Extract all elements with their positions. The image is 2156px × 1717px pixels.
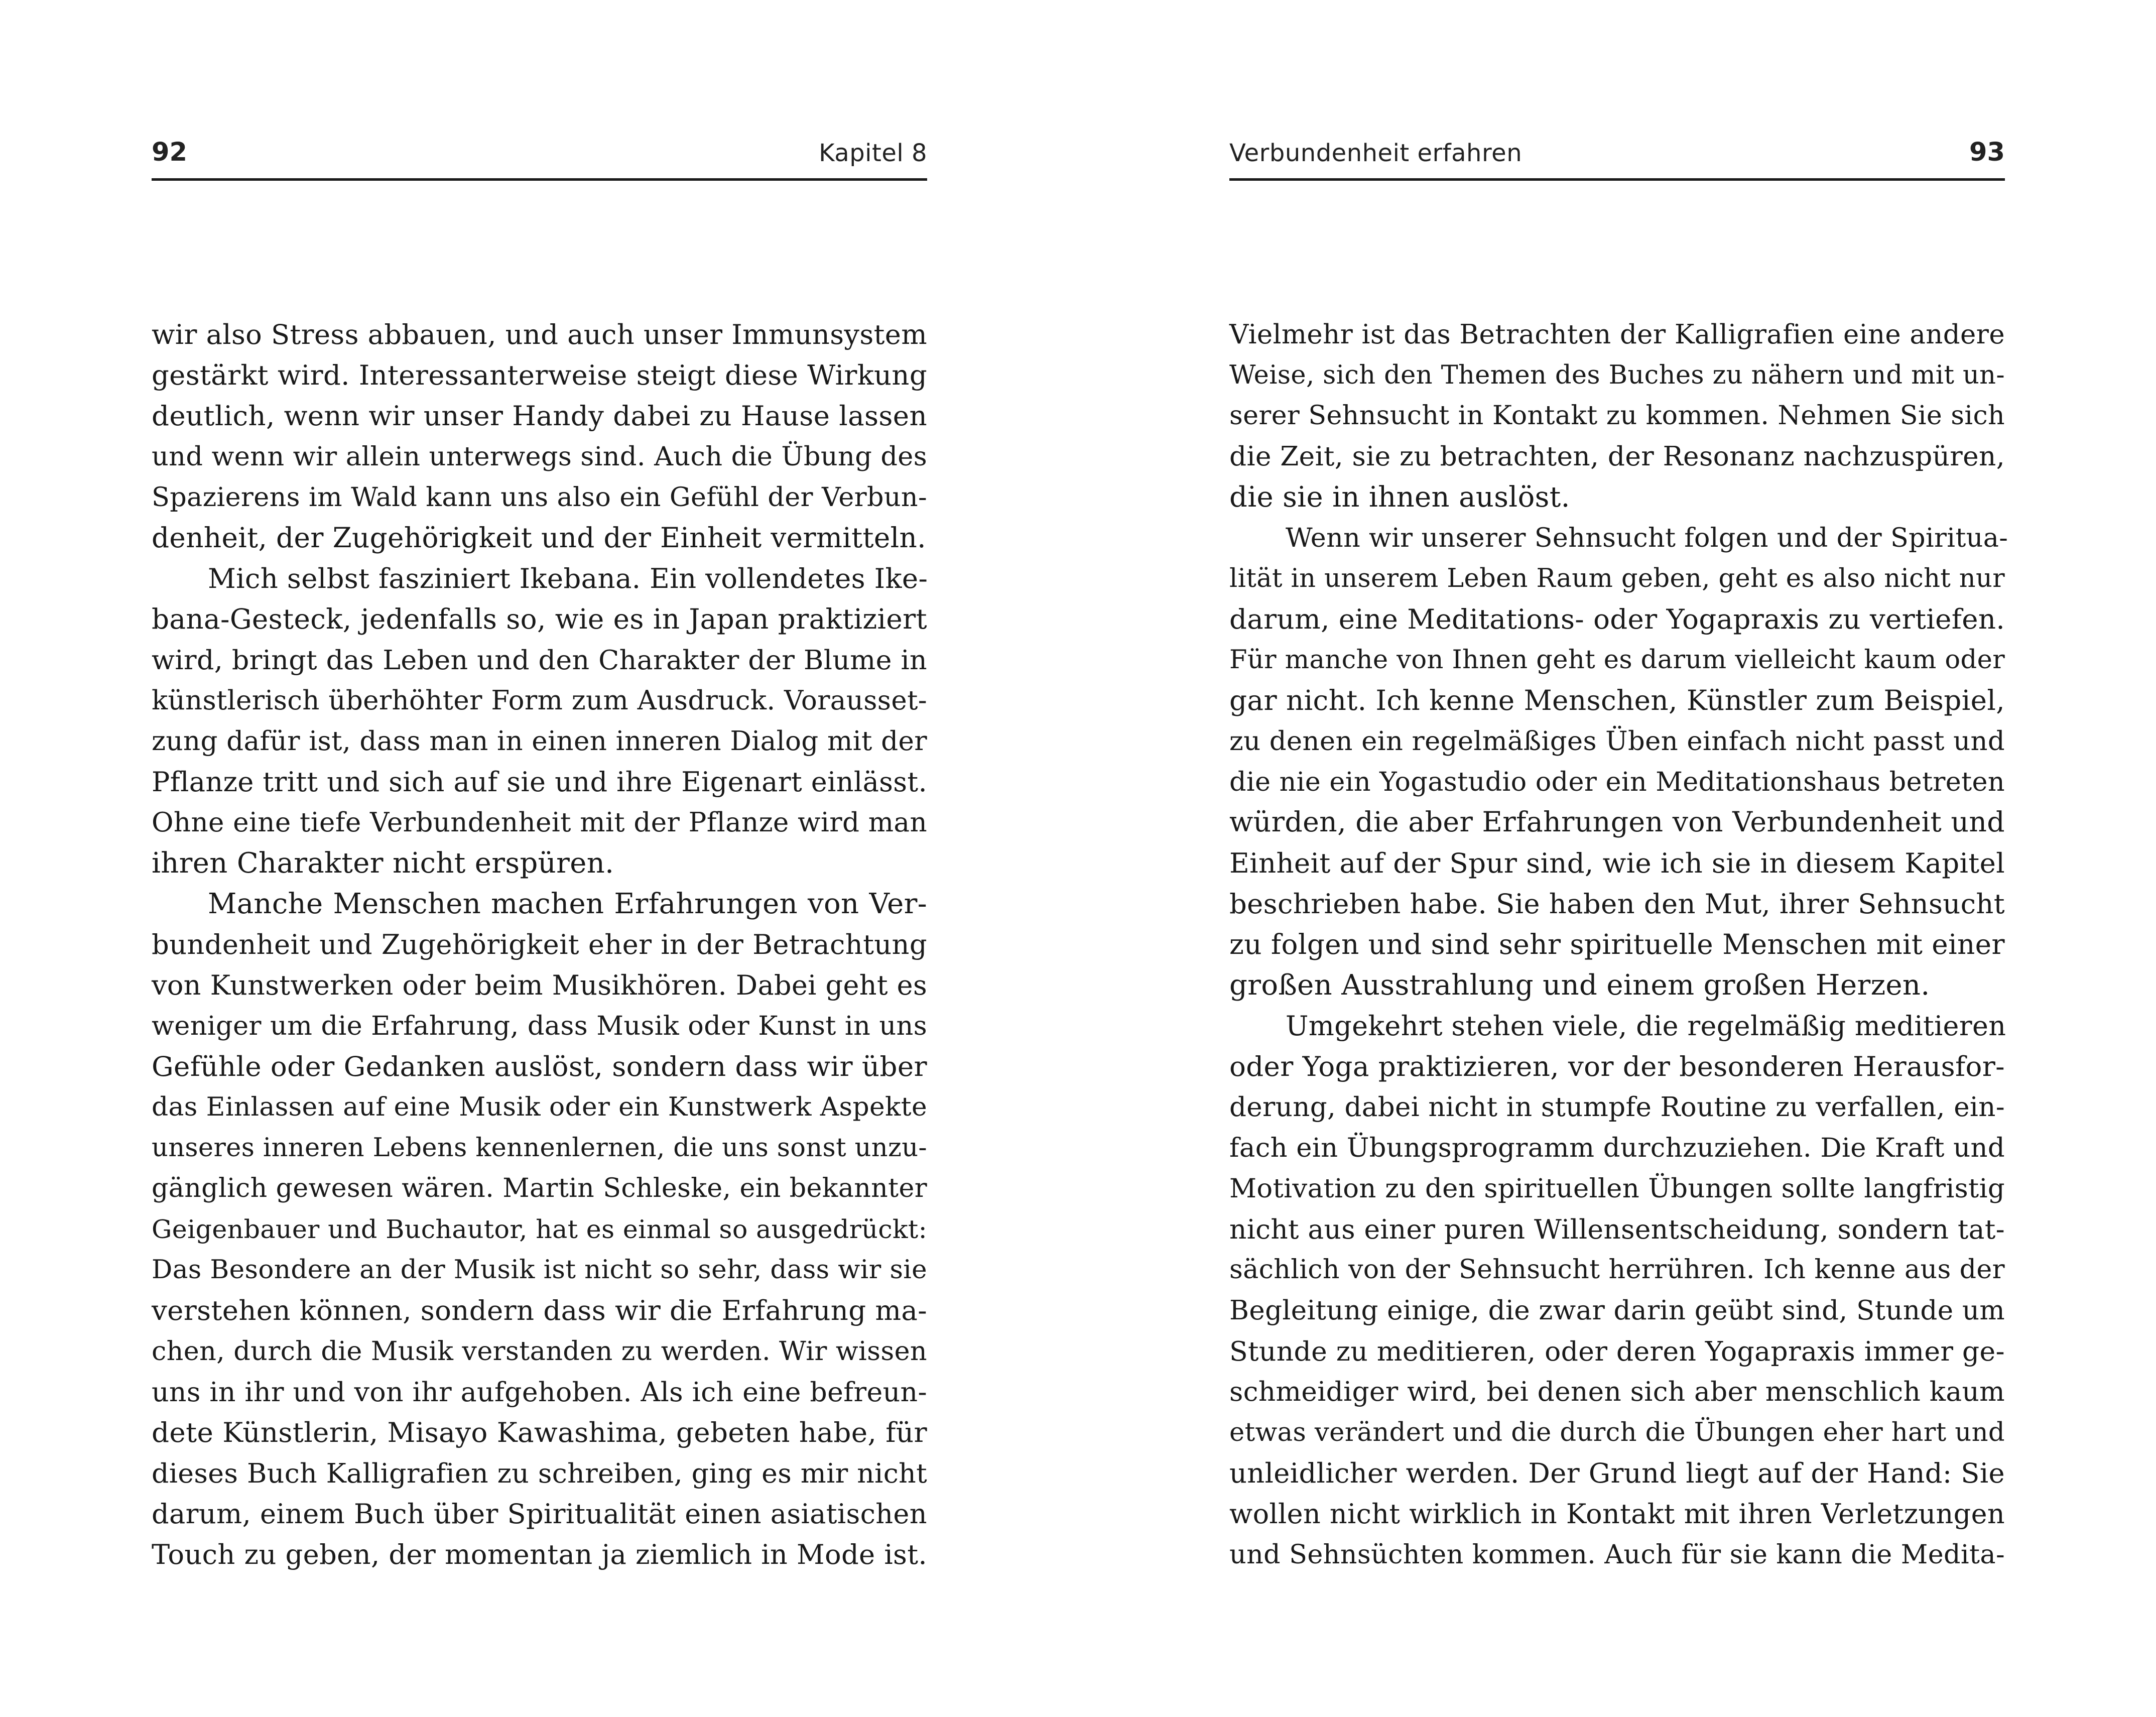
text-line: Wenn wir unserer Sehnsucht folgen und der Spiritua- (1286, 523, 2008, 553)
text-line: Einheit auf der Spur sind, wie ich sie in diesem Kapitel (1229, 847, 2005, 879)
text-line: schmeidiger wird, bei denen sich aber menschlich kaum (1229, 1376, 2005, 1407)
text-line: Begleitung einige, die zwar darin geübt sind, Stunde um (1229, 1295, 2005, 1326)
text-line: weniger um die Erfahrung, dass Musik oder Kunst in uns (152, 1011, 927, 1041)
text-line: beschrieben habe. Sie haben den Mut, ihrer Sehnsucht (1229, 888, 2005, 920)
text-line: nicht aus einer puren Willensentscheidung, sondern tat- (1229, 1213, 2005, 1245)
text-line: die Zeit, sie zu betrachten, der Resonanz nachzuspüren, (1229, 441, 2005, 472)
text-line: bana-Gesteck, jedenfalls so, wie es in Japan praktiziert (152, 603, 927, 635)
left-running-title: Kapitel 8 (819, 139, 927, 167)
text-line: sächlich von der Sehnsucht herrühren. Ich kenne aus der (1229, 1255, 2005, 1285)
text-line: Vielmehr ist das Betrachten der Kalligrafien eine andere (1229, 319, 2005, 350)
text-line: chen, durch die Musik verstanden zu werden. Wir wissen (152, 1336, 927, 1367)
text-line: derung, dabei nicht in stumpfe Routine zu verfallen, ein- (1229, 1091, 2005, 1123)
text-line: zung dafür ist, dass man in einen inneren Dialog mit der (152, 725, 927, 757)
text-line: bundenheit und Zugehörigkeit eher in der Betrachtung (152, 929, 927, 960)
text-line: zu denen ein regelmäßiges Üben einfach nicht passt und (1229, 726, 2005, 757)
text-line: denheit, der Zugehörigkeit und der Einheit vermitteln. (152, 522, 926, 554)
text-line: Weise, sich den Themen des Buches zu nähern und mit un- (1229, 360, 2005, 390)
text-line: würden, die aber Erfahrungen von Verbundenheit und (1229, 806, 2005, 838)
text-line: Geigenbauer und Buchautor, hat es einmal so ausgedrückt: (152, 1214, 927, 1244)
right-page (1229, 0, 2008, 1717)
text-line: dieses Buch Kalligrafien zu schreiben, ging es mir nicht (152, 1457, 927, 1489)
text-line: oder Yoga praktizieren, vor der besonderen Herausfor- (1229, 1050, 2005, 1082)
text-line: Manche Menschen machen Erfahrungen von Ver- (208, 888, 927, 920)
text-line: Stunde zu meditieren, oder deren Yogapraxis immer ge- (1229, 1335, 2005, 1367)
text-line: Für manche von Ihnen geht es darum vielleicht kaum oder (1229, 645, 2005, 675)
text-line: unseres inneren Lebens kennenlernen, die uns sonst unzu- (152, 1133, 927, 1163)
text-line: fach ein Übungsprogramm durchzuziehen. Die Kraft und (1229, 1133, 2005, 1163)
text-line: darum, eine Meditations- oder Yogapraxis zu vertiefen. (1229, 603, 2005, 635)
text-line: Ohne eine tiefe Verbundenheit mit der Pflanze wird man (152, 807, 927, 838)
text-line: Motivation zu den spirituellen Übungen sollte langfristig (1229, 1173, 2005, 1204)
left-page-number: 92 (152, 138, 187, 167)
right-body-text (1229, 314, 2008, 1575)
text-line: serer Sehnsucht in Kontakt zu kommen. Nehmen Sie sich (1229, 401, 2005, 431)
text-line: Spazierens im Wald kann uns also ein Gefühl der Verbun- (152, 482, 927, 513)
text-line: ihren Charakter nicht erspüren. (152, 847, 614, 880)
text-line: das Einlassen auf eine Musik oder ein Kunstwerk Aspekte (152, 1092, 927, 1122)
text-line: lität in unserem Leben Raum geben, geht es also nicht nur (1229, 564, 2005, 593)
text-line: Das Besondere an der Musik ist nicht so sehr, dass wir sie (152, 1255, 927, 1285)
text-line: und Sehnsüchten kommen. Auch für sie kann die Medita- (1229, 1539, 2005, 1570)
text-line: verstehen können, sondern dass wir die Erfahrung ma- (152, 1294, 927, 1326)
text-line: und wenn wir allein unterwegs sind. Auch die Übung des (152, 441, 927, 472)
text-line: gänglich gewesen wären. Martin Schleske, ein bekannter (152, 1173, 927, 1203)
text-line: Mich selbst fasziniert Ikebana. Ein vollendetes Ike- (208, 562, 928, 594)
text-line: uns in ihr und von ihr aufgehoben. Als ich eine befreun- (152, 1376, 927, 1408)
text-line: zu folgen und sind sehr spirituelle Menschen mit einer (1229, 928, 2005, 960)
text-line: Gefühle oder Gedanken auslöst, sondern dass wir über (152, 1050, 927, 1082)
text-line: großen Ausstrahlung und einem großen Herzen. (1229, 969, 1930, 1002)
text-line: darum, einem Buch über Spiritualität einen asiatischen (152, 1498, 927, 1530)
text-line: die nie ein Yogastudio oder ein Meditationshaus betreten (1229, 767, 2005, 797)
text-line: etwas verändert und die durch die Übungen eher hart und (1229, 1418, 2005, 1447)
text-line: von Kunstwerken oder beim Musikhören. Dabei geht es (152, 969, 927, 1001)
text-line: deutlich, wenn wir unser Handy dabei zu Hause lassen (152, 400, 927, 432)
text-line: unleidlicher werden. Der Grund liegt auf der Hand: Sie (1229, 1457, 2005, 1489)
text-line: Touch zu geben, der momentan ja ziemlich in Mode ist. (152, 1539, 927, 1570)
text-line: gestärkt wird. Interessanterweise steigt diese Wirkung (152, 359, 927, 391)
text-line: wir also Stress abbauen, und auch unser Immunsystem (152, 319, 927, 350)
right-page-number: 93 (1969, 138, 2005, 167)
text-line: wollen nicht wirklich in Kontakt mit ihren Verletzungen (1229, 1498, 2005, 1530)
left-body-text (152, 314, 927, 1575)
text-line: dete Künstlerin, Misayo Kawashima, gebeten habe, für (152, 1416, 927, 1448)
right-running-head (1229, 136, 2005, 181)
text-line: Pflanze tritt und sich auf sie und ihre Eigenart einlässt. (152, 766, 927, 798)
text-line: wird, bringt das Leben und den Charakter der Blume in (152, 644, 927, 676)
left-running-head (152, 136, 927, 181)
right-running-title: Verbundenheit erfahren (1229, 139, 1523, 167)
text-line: gar nicht. Ich kenne Menschen, Künstler zum Beispiel, (1229, 684, 2005, 716)
text-line: Umgekehrt stehen viele, die regelmäßig meditieren (1286, 1010, 2006, 1042)
left-page (152, 0, 927, 1717)
text-line: künstlerisch überhöhter Form zum Ausdruck. Vorausset- (152, 685, 927, 716)
text-line: die sie in ihnen auslöst. (1229, 481, 1570, 514)
